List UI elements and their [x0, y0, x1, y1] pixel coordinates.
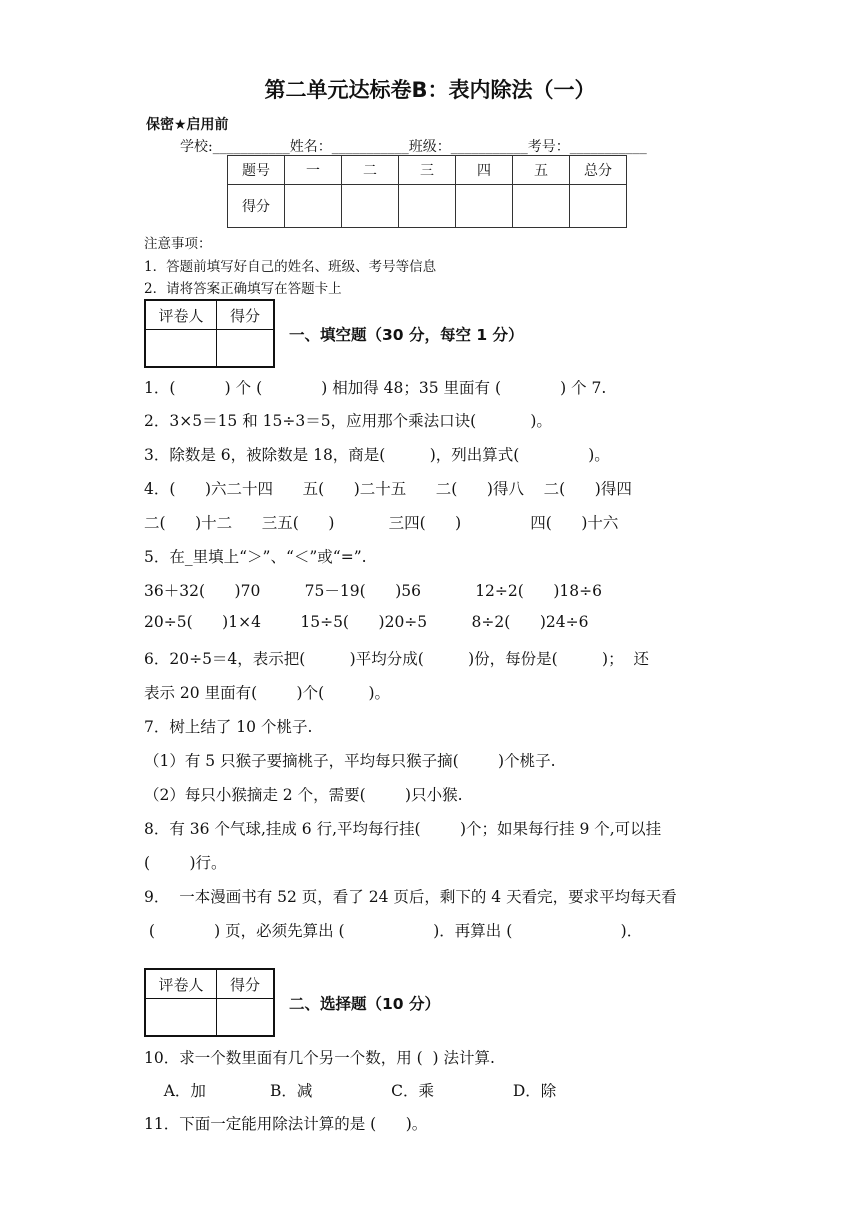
score-cell[interactable] [342, 185, 399, 228]
score-cell[interactable] [513, 185, 570, 228]
confidential-label: 保密★启用前 [146, 117, 229, 133]
grader-box-1 [144, 299, 275, 368]
section-title-choice: 二、选择题（10 分） [289, 995, 440, 1013]
score-header-2: 二 [342, 156, 399, 185]
question-line: 2．3×5＝15 和 15÷3＝5，应用那个乘法口诀( )。 [144, 412, 552, 430]
reviewer-cell[interactable] [145, 999, 217, 1037]
score-row-label: 得分 [228, 185, 285, 228]
question-line: 二( )十二 三五( ) 三四( ) 四( )十六 [144, 514, 619, 532]
question-line: （1）有 5 只猴子要摘桃子，平均每只猴子摘( )个桃子. [144, 752, 556, 770]
grader-score-label: 得分 [217, 300, 275, 330]
score-header-total: 总分 [570, 156, 627, 185]
score-header-1: 一 [285, 156, 342, 185]
question-line: ( ) 页，必须先算出 ( )．再算出 ( )． [144, 922, 643, 940]
reviewer-label: 评卷人 [145, 969, 217, 999]
question-line: ( )行。 [144, 854, 227, 872]
notes-heading: 注意事项： [144, 236, 212, 252]
grader-score-label: 得分 [217, 969, 275, 999]
question-line: 3．除数是 6，被除数是 18，商是( )，列出算式( )。 [144, 446, 610, 464]
score-header-5: 五 [513, 156, 570, 185]
question-line: 1．( ) 个 ( ) 相加得 48；35 里面有 ( ) 个 7. [144, 379, 607, 397]
reviewer-label: 评卷人 [145, 300, 217, 330]
question-line: 36＋32( )70 75－19( )56 12÷2( )18÷6 [144, 582, 602, 600]
section-title-fill-blank: 一、填空题（30 分，每空 1 分） [289, 326, 524, 344]
reviewer-cell[interactable] [145, 330, 217, 368]
score-cell[interactable] [285, 185, 342, 228]
note-item: 2．请将答案正确填写在答题卡上 [144, 281, 342, 297]
grader-box-2 [144, 968, 275, 1037]
question-options: A．加 B．减 C．乘 D．除 [144, 1082, 557, 1100]
score-cell[interactable] [456, 185, 513, 228]
question-line: 6．20÷5＝4，表示把( )平均分成( )份，每份是( )； 还 [144, 650, 649, 668]
question-line: 20÷5( )1×4 15÷5( )20÷5 8÷2( )24÷6 [144, 613, 589, 631]
question-line: 10．求一个数里面有几个另一个数，用 ( ) 法计算. [144, 1049, 495, 1067]
student-info-line: 学校:___________姓名：___________班级：___________考号：___________ [180, 139, 647, 155]
question-line: 5．在_里填上“＞”、“＜”或“=”. [144, 548, 367, 566]
grader-score-cell[interactable] [217, 330, 275, 368]
question-line: 8．有 36 个气球,挂成 6 行,平均每行挂( )个；如果每行挂 9 个,可以挂 [144, 820, 662, 838]
page-title: 第二单元达标卷B：表内除法（一） [264, 78, 596, 102]
grader-score-cell[interactable] [217, 999, 275, 1037]
question-line: 7．树上结了 10 个桃子. [144, 718, 313, 736]
note-item: 1．答题前填写好自己的姓名、班级、考号等信息 [144, 259, 437, 275]
question-line: （2）每只小猴摘走 2 个，需要( )只小猴. [144, 786, 463, 804]
question-line: 4．( )六二十四 五( )二十五 二( )得八 二( )得四 [144, 480, 632, 498]
score-table [227, 155, 627, 228]
score-cell[interactable] [570, 185, 627, 228]
question-line: 表示 20 里面有( )个( )。 [144, 684, 391, 702]
score-header-4: 四 [456, 156, 513, 185]
score-cell[interactable] [399, 185, 456, 228]
question-line: 9． 一本漫画书有 52 页，看了 24 页后，剩下的 4 天看完，要求平均每天看 [144, 888, 677, 906]
question-line: 11．下面一定能用除法计算的是 ( )。 [144, 1115, 428, 1133]
score-header-label: 题号 [228, 156, 285, 185]
score-header-3: 三 [399, 156, 456, 185]
